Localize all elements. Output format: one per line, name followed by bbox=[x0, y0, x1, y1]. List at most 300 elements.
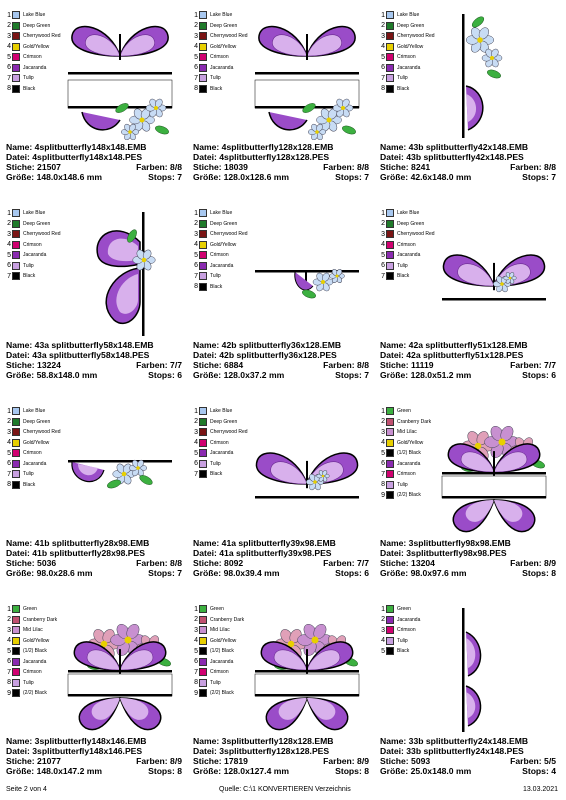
legend-color-name: Gold/Yellow bbox=[210, 637, 237, 644]
footer-date: 13.03.2021 bbox=[522, 786, 558, 793]
color-swatch bbox=[386, 407, 394, 415]
legend-number: 6 bbox=[7, 262, 11, 270]
design-info bbox=[6, 340, 182, 380]
legend-row bbox=[6, 229, 61, 240]
legend-row bbox=[380, 469, 431, 480]
legend-number: 4 bbox=[194, 43, 198, 51]
color-legend bbox=[380, 604, 420, 657]
legend-number: 7 bbox=[7, 668, 11, 676]
legend-row bbox=[193, 604, 244, 615]
color-legend bbox=[6, 406, 61, 490]
color-swatch bbox=[12, 439, 20, 447]
legend-row bbox=[193, 21, 248, 32]
legend-row bbox=[6, 271, 61, 282]
legend-row bbox=[6, 73, 61, 84]
legend-row bbox=[193, 406, 248, 417]
design-stops: Stops: 4 bbox=[522, 766, 556, 776]
design-stitches: Stiche: 18039 bbox=[193, 162, 248, 172]
legend-number: 5 bbox=[194, 251, 198, 259]
design-name: Name: 3splitbutterfly148x146.EMB bbox=[6, 736, 147, 746]
design-file: Datei: 43b splitbutterfly42x148.PES bbox=[380, 152, 524, 162]
design-info bbox=[193, 340, 369, 380]
legend-row bbox=[193, 438, 248, 449]
legend-color-name: Mid Lilac bbox=[210, 627, 230, 634]
color-swatch bbox=[12, 209, 20, 217]
design-size: Größe: 58.8x148.0 mm bbox=[6, 370, 98, 380]
color-swatch bbox=[12, 679, 20, 687]
legend-number: 8 bbox=[7, 679, 11, 687]
design-size: Größe: 128.0x127.4 mm bbox=[193, 766, 290, 776]
legend-row bbox=[193, 615, 244, 626]
footer-page: Seite 2 von 4 bbox=[6, 786, 47, 793]
legend-number: 1 bbox=[7, 605, 11, 613]
legend-number: 1 bbox=[381, 407, 385, 415]
color-swatch bbox=[12, 241, 20, 249]
embroidery-preview bbox=[438, 602, 550, 734]
legend-row bbox=[193, 636, 244, 647]
legend-number: 5 bbox=[381, 53, 385, 61]
legend-row bbox=[193, 417, 248, 428]
design-size: Größe: 148.0x148.6 mm bbox=[6, 172, 103, 182]
design-file: Datei: 4splitbutterfly148x148.PES bbox=[6, 152, 143, 162]
legend-color-name: Deep Green bbox=[23, 220, 51, 227]
color-swatch bbox=[199, 220, 207, 228]
legend-color-name: Crimson bbox=[23, 669, 42, 676]
design-card bbox=[380, 204, 562, 402]
legend-number: 1 bbox=[7, 11, 11, 19]
legend-row bbox=[380, 250, 435, 261]
embroidery-preview bbox=[438, 8, 550, 140]
color-swatch bbox=[199, 283, 207, 291]
legend-color-name: Lake Blue bbox=[210, 408, 233, 415]
legend-color-name: Tulip bbox=[210, 273, 221, 280]
color-swatch bbox=[199, 418, 207, 426]
legend-color-name: Tulip bbox=[397, 262, 408, 269]
legend-number: 3 bbox=[194, 626, 198, 634]
design-name: Name: 3splitbutterfly98x98.EMB bbox=[380, 538, 511, 548]
color-legend bbox=[193, 10, 248, 94]
legend-number: 1 bbox=[381, 605, 385, 613]
legend-number: 3 bbox=[7, 626, 11, 634]
legend-row bbox=[193, 667, 244, 678]
color-swatch bbox=[12, 605, 20, 613]
legend-color-name: Black bbox=[397, 273, 410, 280]
design-stops: Stops: 7 bbox=[148, 568, 182, 578]
design-file: Datei: 3splitbutterfly128x128.PES bbox=[193, 746, 330, 756]
legend-row bbox=[380, 417, 431, 428]
legend-color-name: Jacaranda bbox=[210, 262, 234, 269]
legend-number: 1 bbox=[194, 605, 198, 613]
legend-number: 1 bbox=[7, 209, 11, 217]
legend-color-name: Gold/Yellow bbox=[397, 439, 424, 446]
color-swatch bbox=[386, 262, 394, 270]
legend-number: 3 bbox=[7, 32, 11, 40]
design-info bbox=[6, 538, 182, 578]
legend-row bbox=[380, 261, 435, 272]
legend-row bbox=[193, 229, 248, 240]
legend-row bbox=[6, 31, 61, 42]
legend-row bbox=[380, 636, 420, 647]
color-swatch bbox=[199, 85, 207, 93]
legend-color-name: Green bbox=[397, 606, 411, 613]
legend-row bbox=[380, 604, 420, 615]
legend-color-name: Black bbox=[397, 85, 410, 92]
legend-color-name: Cherrywood Red bbox=[23, 429, 61, 436]
color-swatch bbox=[386, 53, 394, 61]
legend-number: 4 bbox=[7, 439, 11, 447]
legend-color-name: Jacaranda bbox=[210, 658, 234, 665]
design-stitches: Stiche: 6884 bbox=[193, 360, 244, 370]
legend-color-name: Black bbox=[397, 648, 410, 655]
legend-color-name: Gold/Yellow bbox=[23, 43, 50, 50]
color-swatch bbox=[199, 43, 207, 51]
color-swatch bbox=[12, 85, 20, 93]
design-file: Datei: 33b splitbutterfly24x148.PES bbox=[380, 746, 524, 756]
embroidery-preview bbox=[251, 602, 363, 734]
legend-row bbox=[193, 240, 248, 251]
legend-color-name: Tulip bbox=[210, 460, 221, 467]
design-card bbox=[380, 600, 562, 798]
color-swatch bbox=[12, 32, 20, 40]
legend-number: 9 bbox=[7, 689, 11, 697]
color-swatch bbox=[12, 668, 20, 676]
color-swatch bbox=[12, 460, 20, 468]
legend-number: 6 bbox=[7, 460, 11, 468]
legend-row bbox=[193, 63, 248, 74]
color-swatch bbox=[386, 85, 394, 93]
embroidery-preview bbox=[251, 206, 363, 338]
legend-row bbox=[193, 646, 244, 657]
legend-row bbox=[6, 625, 57, 636]
design-stitches: Stiche: 8241 bbox=[380, 162, 431, 172]
design-size: Größe: 148.0x147.2 mm bbox=[6, 766, 103, 776]
legend-number: 7 bbox=[7, 272, 11, 280]
legend-number: 8 bbox=[194, 85, 198, 93]
design-info bbox=[193, 142, 369, 182]
legend-number: 3 bbox=[381, 32, 385, 40]
color-swatch bbox=[199, 460, 207, 468]
color-swatch bbox=[386, 428, 394, 436]
design-colors: Farben: 8/9 bbox=[510, 558, 556, 568]
color-swatch bbox=[199, 637, 207, 645]
legend-color-name: Tulip bbox=[397, 637, 408, 644]
color-swatch bbox=[386, 605, 394, 613]
design-name: Name: 41a splitbutterfly39x98.EMB bbox=[193, 538, 336, 548]
color-swatch bbox=[12, 616, 20, 624]
design-size: Größe: 98.0x39.4 mm bbox=[193, 568, 280, 578]
legend-number: 6 bbox=[7, 64, 11, 72]
color-legend bbox=[6, 604, 57, 699]
legend-row bbox=[6, 636, 57, 647]
legend-row bbox=[193, 282, 248, 293]
design-stitches: Stiche: 5093 bbox=[380, 756, 431, 766]
legend-number: 7 bbox=[7, 74, 11, 82]
legend-color-name: Tulip bbox=[397, 75, 408, 82]
color-swatch bbox=[12, 74, 20, 82]
legend-row bbox=[380, 208, 435, 219]
design-colors: Farben: 8/8 bbox=[323, 360, 369, 370]
legend-color-name: Crimson bbox=[210, 669, 229, 676]
color-swatch bbox=[199, 407, 207, 415]
legend-number: 1 bbox=[381, 209, 385, 217]
legend-number: 4 bbox=[194, 637, 198, 645]
color-swatch bbox=[12, 481, 20, 489]
design-name: Name: 42b splitbutterfly36x128.EMB bbox=[193, 340, 342, 350]
design-size: Größe: 128.0x128.6 mm bbox=[193, 172, 290, 182]
legend-row bbox=[193, 459, 248, 470]
legend-color-name: Jacaranda bbox=[23, 658, 47, 665]
legend-color-name: Crimson bbox=[23, 241, 42, 248]
legend-color-name: Cherrywood Red bbox=[210, 231, 248, 238]
color-swatch bbox=[199, 251, 207, 259]
legend-row bbox=[193, 469, 248, 480]
design-stops: Stops: 8 bbox=[522, 568, 556, 578]
legend-color-name: Deep Green bbox=[397, 22, 425, 29]
color-swatch bbox=[199, 241, 207, 249]
design-card bbox=[380, 6, 562, 204]
design-card bbox=[193, 204, 380, 402]
legend-color-name: Deep Green bbox=[23, 22, 51, 29]
design-colors: Farben: 8/8 bbox=[136, 162, 182, 172]
legend-color-name: Lake Blue bbox=[397, 12, 420, 19]
color-swatch bbox=[12, 251, 20, 259]
design-colors: Farben: 8/9 bbox=[323, 756, 369, 766]
legend-color-name: Crimson bbox=[210, 439, 229, 446]
design-size: Größe: 25.0x148.0 mm bbox=[380, 766, 472, 776]
legend-number: 2 bbox=[7, 418, 11, 426]
color-swatch bbox=[199, 74, 207, 82]
legend-number: 2 bbox=[381, 220, 385, 228]
color-swatch bbox=[199, 11, 207, 19]
legend-number: 2 bbox=[194, 418, 198, 426]
color-swatch bbox=[12, 230, 20, 238]
legend-row bbox=[6, 250, 61, 261]
color-swatch bbox=[199, 53, 207, 61]
design-name: Name: 3splitbutterfly128x128.EMB bbox=[193, 736, 334, 746]
legend-row bbox=[6, 10, 61, 21]
legend-color-name: Cherrywood Red bbox=[397, 231, 435, 238]
legend-number: 2 bbox=[194, 220, 198, 228]
legend-number: 5 bbox=[194, 53, 198, 61]
color-swatch bbox=[12, 64, 20, 72]
legend-row bbox=[193, 261, 248, 272]
legend-row bbox=[380, 31, 435, 42]
color-legend bbox=[380, 208, 435, 282]
legend-row bbox=[193, 73, 248, 84]
color-swatch bbox=[199, 470, 207, 478]
design-stitches: Stiche: 17819 bbox=[193, 756, 248, 766]
legend-number: 7 bbox=[381, 272, 385, 280]
design-stitches: Stiche: 13204 bbox=[380, 558, 435, 568]
color-swatch bbox=[199, 647, 207, 655]
color-swatch bbox=[199, 230, 207, 238]
color-swatch bbox=[386, 647, 394, 655]
design-card bbox=[6, 402, 193, 600]
legend-number: 3 bbox=[381, 626, 385, 634]
legend-color-name: Crimson bbox=[397, 54, 416, 61]
legend-row bbox=[193, 678, 244, 689]
design-name: Name: 33b splitbutterfly24x148.EMB bbox=[380, 736, 529, 746]
legend-color-name: Deep Green bbox=[210, 418, 238, 425]
design-info bbox=[193, 538, 369, 578]
design-info bbox=[193, 736, 369, 776]
legend-row bbox=[380, 73, 435, 84]
color-swatch bbox=[12, 418, 20, 426]
legend-number: 3 bbox=[381, 428, 385, 436]
design-size: Größe: 128.0x51.2 mm bbox=[380, 370, 472, 380]
design-size: Größe: 98.0x97.6 mm bbox=[380, 568, 467, 578]
legend-number: 8 bbox=[194, 283, 198, 291]
legend-number: 1 bbox=[381, 11, 385, 19]
legend-number: 2 bbox=[381, 616, 385, 624]
legend-color-name: Lake Blue bbox=[23, 408, 46, 415]
design-stitches: Stiche: 21507 bbox=[6, 162, 61, 172]
legend-number: 5 bbox=[7, 251, 11, 259]
legend-row bbox=[6, 240, 61, 251]
color-swatch bbox=[199, 605, 207, 613]
legend-color-name: Cherrywood Red bbox=[397, 33, 435, 40]
legend-number: 4 bbox=[381, 637, 385, 645]
design-info bbox=[380, 538, 556, 578]
legend-row bbox=[193, 52, 248, 63]
color-swatch bbox=[12, 689, 20, 697]
color-swatch bbox=[386, 418, 394, 426]
legend-number: 4 bbox=[381, 43, 385, 51]
legend-number: 2 bbox=[381, 418, 385, 426]
legend-row bbox=[380, 459, 431, 470]
legend-number: 2 bbox=[7, 22, 11, 30]
legend-color-name: Deep Green bbox=[210, 220, 238, 227]
legend-number: 2 bbox=[381, 22, 385, 30]
legend-color-name: Cherrywood Red bbox=[23, 33, 61, 40]
legend-number: 4 bbox=[381, 241, 385, 249]
legend-number: 8 bbox=[7, 481, 11, 489]
legend-number: 4 bbox=[194, 241, 198, 249]
legend-row bbox=[6, 261, 61, 272]
design-card bbox=[193, 600, 380, 798]
legend-number: 2 bbox=[194, 616, 198, 624]
legend-number: 8 bbox=[7, 85, 11, 93]
legend-row bbox=[193, 219, 248, 230]
legend-number: 2 bbox=[194, 22, 198, 30]
legend-row bbox=[380, 10, 435, 21]
legend-row bbox=[6, 427, 61, 438]
legend-row bbox=[6, 406, 61, 417]
color-swatch bbox=[386, 11, 394, 19]
embroidery-preview bbox=[64, 404, 176, 536]
legend-row bbox=[380, 406, 431, 417]
embroidery-preview bbox=[64, 8, 176, 140]
legend-row bbox=[380, 271, 435, 282]
legend-color-name: Green bbox=[23, 606, 37, 613]
legend-color-name: Tulip bbox=[397, 481, 408, 488]
legend-row bbox=[380, 438, 431, 449]
legend-color-name: Crimson bbox=[397, 627, 416, 634]
legend-number: 6 bbox=[194, 64, 198, 72]
design-file: Datei: 41b splitbutterfly28x98.PES bbox=[6, 548, 145, 558]
legend-color-name: (1/2) Black bbox=[210, 648, 234, 655]
legend-row bbox=[380, 21, 435, 32]
design-grid bbox=[6, 6, 562, 798]
design-file: Datei: 41a splitbutterfly39x98.PES bbox=[193, 548, 332, 558]
legend-color-name: Lake Blue bbox=[210, 12, 233, 19]
legend-color-name: Black bbox=[210, 85, 223, 92]
footer-source: Quelle: C:\1 KONVERTIEREN Verzeichnis bbox=[219, 786, 351, 793]
legend-row bbox=[380, 84, 435, 95]
design-card bbox=[380, 402, 562, 600]
color-swatch bbox=[386, 43, 394, 51]
color-swatch bbox=[12, 53, 20, 61]
color-swatch bbox=[12, 626, 20, 634]
legend-number: 6 bbox=[381, 64, 385, 72]
design-stops: Stops: 7 bbox=[335, 370, 369, 380]
legend-row bbox=[6, 688, 57, 699]
color-swatch bbox=[12, 272, 20, 280]
design-stitches: Stiche: 11119 bbox=[380, 360, 434, 370]
legend-color-name: Crimson bbox=[397, 471, 416, 478]
color-swatch bbox=[12, 11, 20, 19]
legend-color-name: Tulip bbox=[23, 262, 34, 269]
embroidery-preview bbox=[251, 404, 363, 536]
legend-row bbox=[6, 417, 61, 428]
design-info bbox=[6, 736, 182, 776]
legend-number: 5 bbox=[7, 647, 11, 655]
legend-number: 7 bbox=[7, 470, 11, 478]
color-swatch bbox=[199, 658, 207, 666]
legend-row bbox=[380, 480, 431, 491]
color-swatch bbox=[386, 481, 394, 489]
legend-row bbox=[6, 42, 61, 53]
color-swatch bbox=[199, 689, 207, 697]
legend-number: 3 bbox=[381, 230, 385, 238]
legend-color-name: Jacaranda bbox=[210, 64, 234, 71]
legend-number: 7 bbox=[194, 74, 198, 82]
color-swatch bbox=[199, 679, 207, 687]
legend-color-name: Tulip bbox=[23, 471, 34, 478]
legend-number: 5 bbox=[194, 449, 198, 457]
design-size: Größe: 128.0x37.2 mm bbox=[193, 370, 285, 380]
legend-color-name: Crimson bbox=[210, 252, 229, 259]
color-swatch bbox=[386, 470, 394, 478]
color-swatch bbox=[386, 74, 394, 82]
legend-row bbox=[6, 667, 57, 678]
legend-number: 7 bbox=[381, 470, 385, 478]
design-card bbox=[193, 6, 380, 204]
color-swatch bbox=[12, 449, 20, 457]
color-swatch bbox=[12, 220, 20, 228]
color-swatch bbox=[12, 637, 20, 645]
legend-color-name: Tulip bbox=[23, 75, 34, 82]
design-colors: Farben: 7/7 bbox=[136, 360, 182, 370]
legend-color-name: Deep Green bbox=[210, 22, 238, 29]
color-swatch bbox=[199, 439, 207, 447]
color-swatch bbox=[386, 32, 394, 40]
legend-number: 5 bbox=[381, 647, 385, 655]
legend-number: 9 bbox=[194, 689, 198, 697]
color-swatch bbox=[12, 470, 20, 478]
color-legend bbox=[193, 406, 248, 480]
design-colors: Farben: 8/8 bbox=[136, 558, 182, 568]
legend-color-name: Lake Blue bbox=[397, 210, 420, 217]
color-swatch bbox=[199, 64, 207, 72]
legend-color-name: Gold/Yellow bbox=[397, 43, 424, 50]
legend-row bbox=[380, 63, 435, 74]
legend-number: 6 bbox=[194, 460, 198, 468]
legend-row bbox=[193, 448, 248, 459]
design-colors: Farben: 7/7 bbox=[510, 360, 556, 370]
color-swatch bbox=[12, 647, 20, 655]
legend-row bbox=[6, 657, 57, 668]
